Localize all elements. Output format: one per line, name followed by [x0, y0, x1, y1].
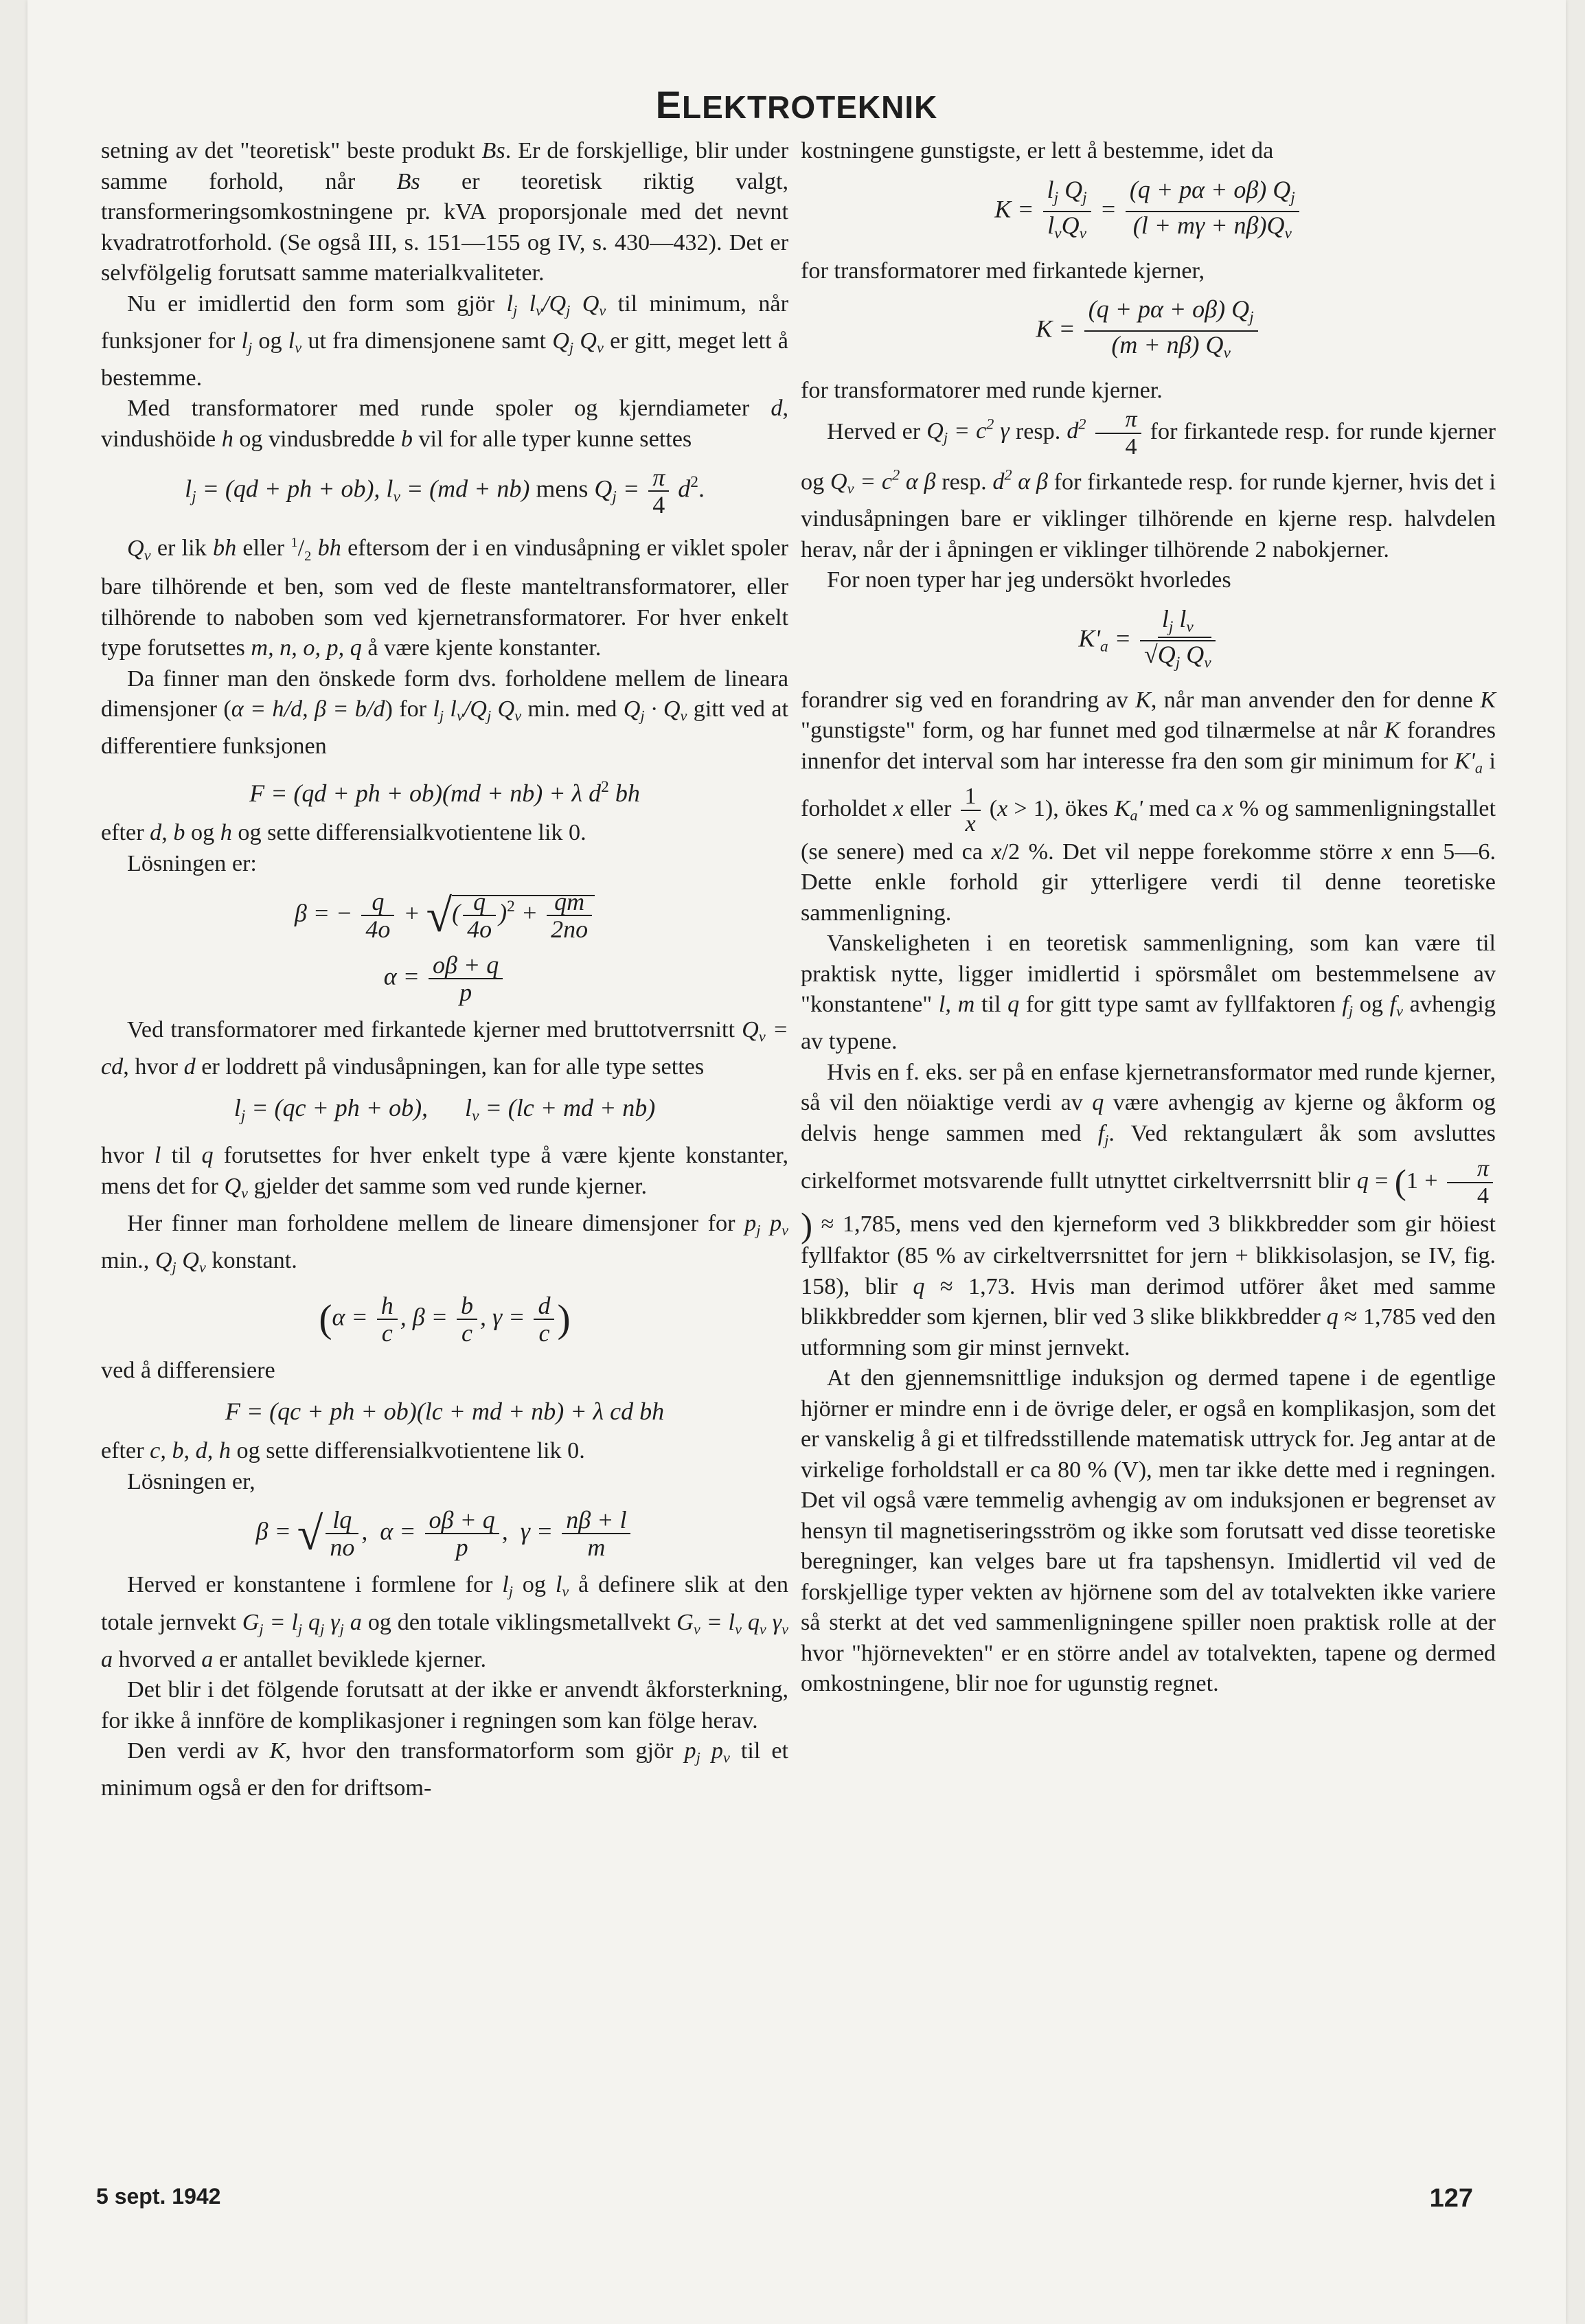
paragraph: At den gjennemsnittlige induksjon og dermed tapene i de egentlige hjörner er mindre enn i de övrige deler, er også en komplikasjon, som det er vanskelig å gi et tilfredsstillende matematisk uttryck for. Jeg antar at de virkelige forholdstall er ca 80 % (V), men tar ikke dette med i regningen. Det vil også være temmelig avhengig av om induksjonen er begrenset av hensyn til magnetiseringsström og ikke som forutsatt ved disse teoretiske beregninger, kan velges bare ut fra tapshensyn. Imidlertid vil ved de forskjellige typer vekten av hjörnene som del av totalvekten ikke variere så sterkt at det ved sammenligningene spiller noen praktisk rolle at der hvor "hjörnevekten" er en större andel av totalvekten, tapene og dermed omkostningene, blir noe for ugunstig regnet.: [801, 1365, 1496, 1697]
formula: α = $\frac{o\beta + q}{p}$: [101, 952, 788, 1005]
footer-date: 5 sept. 1942: [96, 2184, 221, 2209]
paragraph: Lösningen er,: [127, 1468, 255, 1494]
paragraph: hvor l til q forutsettes for hver enkelt type å være kjente konstanter, mens det for $Q_v$ gjelder det samme som ved runde kjerner.: [101, 1143, 788, 1202]
paragraph: forandrer sig ved en forandring av K, når man anvender den for denne K "gunstigste" form, og har funnet med god tilnærmelse at når K forandres innenfor det interval som har interesse fra den som gir minimum for $K'_a$ i forholdet x eller $\frac{1}{x}$ (x > 1), ökes $K_a'$ med ca x % og sammenligningstallet (se senere) med ca x/2 %. Det vil neppe forekomme större x enn 5—6. Dette enkle forhold gir ytterligere verdi til denne teoretiske sammenligning.: [801, 687, 1496, 926]
running-header: ELEKTROTEKNIK: [655, 83, 938, 126]
paragraph: Her finner man forholdene mellem de lineare dimensjoner for $p_j$ $p_v$ min., $Q_j$ $Q_v$ konstant.: [101, 1211, 789, 1276]
formula: β = √ $\frac{lq}{no}$ , α = $\frac{o\beta + q}{p}$ , γ = $\frac{n\beta + l}{m}$: [101, 1507, 788, 1560]
paragraph: Hvis en f. eks. ser på en enfase kjernetransformator med runde kjerner, så vil den nöiaktige verdi av q være avhengig av kjerne og åkform og delvis henge sammen med $f_j$. Ved rektangulært åk som avsluttes cirkelformet motsvarende fullt utnyttet cirkeltverrsnitt blir q = (1 + $\frac{\pi}{4}$ ) ≈ 1,785, mens ved den kjerneform ved 3 blikkbredder som gir höiest fyllfaktor (85 % av cirkeltverrsnittet for jern + blikkisolasjon, se IV, fig. 158), blir q ≈ 1,73. Hvis man derimod utförer åket med samme blikkbredder som kjernen, blir ved 3 slike blikkbredder q ≈ 1,785 ved den utformning som gir minst jernvekt.: [801, 1059, 1496, 1360]
formula: F = (qd + ph + ob)(md + nb) + λ $d^2$ bh: [249, 777, 640, 807]
paragraph: Ved transformatorer med firkantede kjerner med bruttotverrsnitt $Q_v$ = cd, hvor d er loddrett på vindusåpningen, kan for alle type settes: [101, 1017, 788, 1080]
paragraph: For noen typer har jeg undersökt hvorledes: [827, 567, 1231, 593]
paragraph: Herved er konstantene i formlene for $l_j$ og $l_v$ å definere slik at den totale jernvekt $G_j = l_j$ $q_j$ $\gamma_j$ a og den totale viklingsmetallvekt $G_v = l_v$ $q_v$ $\gamma_v$ a hvorved a er antallet beviklede kjerner.: [101, 1572, 789, 1672]
document-page: [27, 0, 1566, 2324]
paragraph: Den verdi av K, hvor den transformatorform som gjör $p_j$ $p_v$ til et minimum også er den for driftsom-: [101, 1738, 789, 1801]
paragraph: efter c, b, d, h og sette differensialkvotientene lik 0.: [101, 1438, 585, 1464]
paragraph: $Q_v$ er lik bh eller $^1/_2$ bh eftersom der i en vindusåpning er viklet spoler bare tilhörende et ben, som ved de fleste manteltransformatorer, eller tilhörende to naboben som ved kjernetransformatorer. For hver enkelt type forutsettes m, n, o, p, q å være kjente konstanter.: [101, 535, 789, 661]
page-number: 127: [1429, 2184, 1473, 2213]
left-column: [101, 136, 788, 1804]
paragraph: Nu er imidlertid den form som gjör $l_j$ $l_v/Q_j$ $Q_v$ til minimum, når funksjoner for $l_j$ og $l_v$ ut fra dimensjonene samt $Q_j$ $Q_v$ er gitt, meget lett å bestemme.: [101, 290, 788, 391]
formula: $K'_a$ = $\frac{l_j l_v}{√Q_j Q_v}$: [801, 606, 1496, 676]
paragraph: Da finner man den önskede form dvs. forholdene mellem de lineara dimensjoner (α = h/d, β = b/d) for $l_j$ $l_v/Q_j$ $Q_v$ min. med $Q_j \cdot Q_v$ gitt ved at differentiere funksjonen: [101, 665, 789, 760]
paragraph: Med transformatorer med runde spoler og kjerndiameter d, vindushöide h og vindusbredde b vil for alle typer kunne settes: [101, 396, 788, 452]
paragraph: efter d, b og h og sette differensialkvotientene lik 0.: [101, 820, 586, 846]
paragraph: setning av det "teoretisk" beste produkt Bs. Er de forskjellige, blir under samme forhold, når Bs er teoretisk riktig valgt, transformeringsomkostningene pr. kVA proporsjonale med det nevnt kvadratrotforhold. (Se også III, s. 151—155 og IV, s. 430—432). Det er selvfölgelig forutsatt samme materialkvaliteter.: [101, 138, 788, 286]
formula: β = − $\frac{q}{4o}$ + √( $\frac{q}{4o}$ )$^2$ + $\frac{qm}{2no}$: [101, 889, 788, 942]
formula: $l_j = (qc$ + ph + ob), $l_v = (lc$ + md + nb): [233, 1093, 656, 1125]
formula: F = (qc + ph + ob)(lc + md + nb) + λ cd bh: [225, 1397, 665, 1425]
paragraph: kostningene gunstigste, er lett å bestemme, idet da: [801, 138, 1274, 163]
formula: K = $\frac{(q + p\alpha + o\beta) Q_j}{(m + n\beta) Q_v}$: [801, 296, 1496, 366]
paragraph: for transformatorer med firkantede kjerner,: [801, 258, 1205, 284]
right-column: [801, 136, 1496, 1700]
paragraph: Vanskeligheten i en teoretisk sammenligning, som kan være til praktisk nytte, ligger imidlertid i spörsmålet om bestemmelsene av "konstantene" l, m til q for gitt type samt av fyllfaktoren $f_j$ og $f_v$ avhengig av typene.: [801, 931, 1496, 1055]
formula: K = $\frac{l_j Q_j}{l_vQ_v}$ = $\frac{(q + p\alpha + o\beta) Q_j}{(l + m\gamma + n\beta)Q_v}$: [801, 176, 1496, 247]
paragraph: ved å differensiere: [101, 1358, 275, 1384]
formula: $l_j = (qd$ + ph + ob), $l_v = (md + nb)$ mens $Q_j$ = $\frac{\pi}{4}$ $d^2$.: [185, 464, 705, 519]
paragraph: Det blir i det fölgende forutsatt at der ikke er anvendt åkforsterkning, for ikke å innföre de komplikasjoner i regningen som kan fölge herav.: [101, 1677, 788, 1733]
paragraph: for transformatorer med runde kjerner.: [801, 378, 1163, 404]
paragraph: Lösningen er:: [127, 850, 257, 876]
formula: (α = $\frac{h}{c}$ , β = $\frac{b}{c}$ , γ = $\frac{d}{c}$ ): [319, 1292, 571, 1347]
paragraph: Herved er $Q_j = c^2$ γ resp. $d^2$ $\frac{\pi}{4}$ for firkantede resp. for runde kjerner og $Q_v = c^2$ α β resp. $d^2$ α β for firkantede resp. for runde kjerner, hvis det i vindusåpningen bare er viklinger tilhörende en kjerne resp. halvdelen herav, når der i åpningen er viklinger tilhörende 2 nabokjerner.: [801, 406, 1496, 562]
